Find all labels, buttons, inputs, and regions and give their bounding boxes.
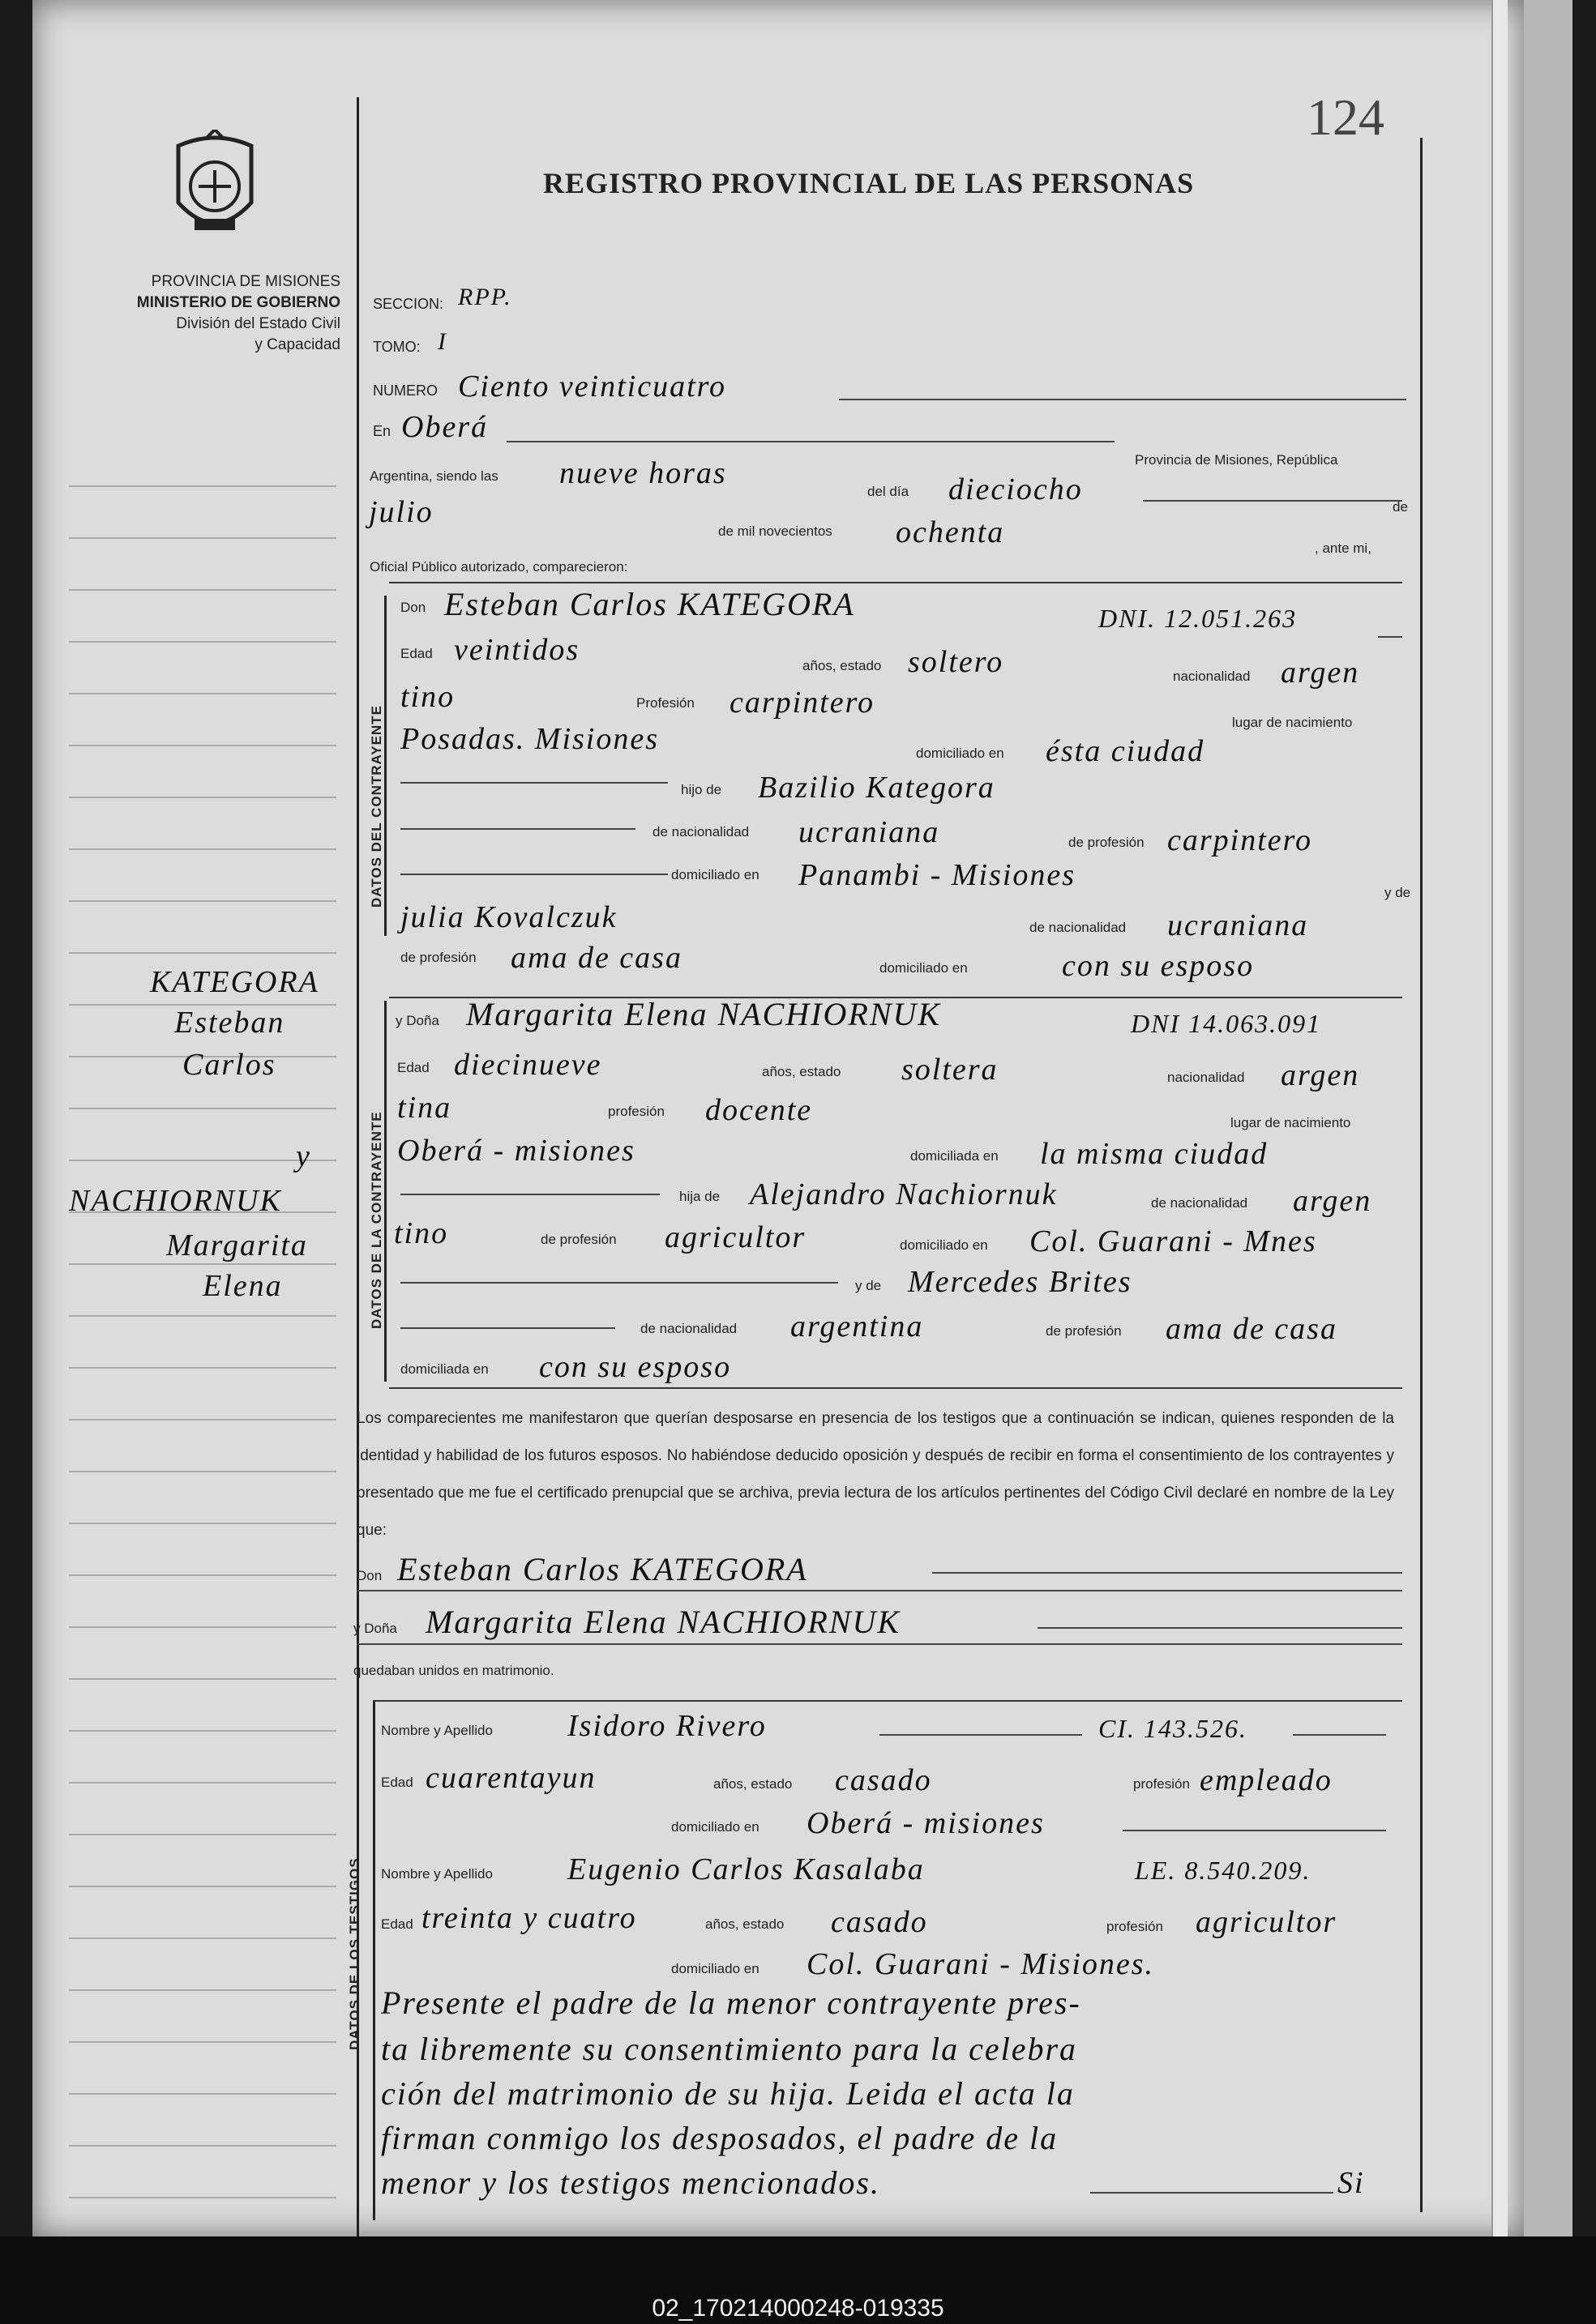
contrayenta-padre-nac-2: tino [394, 1216, 449, 1250]
mil-label: de mil novecientos [718, 523, 832, 539]
body-dona-value: Margarita Elena NACHIORNUK [426, 1604, 901, 1640]
t1-edad: cuarentayun [426, 1761, 597, 1795]
body-dona-label: y Doña [353, 1621, 397, 1636]
closing-line3: ción del matrimonio de su hija. Leida el acta la [381, 2075, 1075, 2112]
en-label: En [373, 423, 392, 439]
de-profesion-label: de profesión [541, 1232, 617, 1247]
dia-value: dieciocho [948, 472, 1083, 506]
contrayente-profesion: carpintero [730, 686, 875, 720]
t1-domicilio: Oberá - misiones [807, 1806, 1045, 1840]
padre-domicilio: Panambi - Misiones [798, 858, 1076, 892]
dona-label: y Doña [396, 1013, 439, 1028]
contrayenta-padre-domicilio: Col. Guarani - Mnes [1029, 1224, 1317, 1258]
t2-profesion: agricultor [1196, 1905, 1337, 1939]
t1-edad-label: Edad [381, 1775, 413, 1790]
madre-profesion-label: de profesión [400, 950, 477, 965]
contrayente-lugar-nac: Posadas. Misiones [400, 722, 659, 756]
line-fill [400, 828, 635, 830]
t2-anios-label: años, estado [705, 1916, 785, 1932]
section-divider [373, 1700, 1402, 1702]
don-label: Don [400, 600, 426, 615]
tomo-label: TOMO: [373, 339, 421, 355]
padre-nacionalidad: ucraniana [798, 815, 940, 849]
ante-label: , ante mi, [1315, 540, 1371, 556]
contrayenta-madre-domicilio: con su esposo [539, 1350, 732, 1384]
contrayenta-name: Margarita Elena NACHIORNUK [466, 996, 942, 1032]
horas-value: nueve horas [559, 456, 727, 490]
madre-nacionalidad-label: de nacionalidad [1029, 920, 1127, 935]
madre-domicilio: con su esposo [1062, 949, 1255, 983]
padre-profesion: carpintero [1167, 823, 1313, 857]
contrayenta-edad: diecinueve [454, 1048, 602, 1082]
de-label: de [1393, 499, 1408, 515]
t1-profesion-label: profesión [1133, 1776, 1190, 1792]
line-fill [839, 399, 1406, 400]
hijo-label: hijo de [681, 782, 722, 797]
de-profesion-label: de profesión [1068, 835, 1145, 850]
t2-estado: casado [831, 1905, 928, 1939]
madre-domiciliada-label: domiciliada en [400, 1361, 489, 1377]
madre-profesion-label: de profesión [1046, 1323, 1122, 1339]
image-caption: 02_170214000248-019335 [652, 2295, 944, 2322]
domiciliado-label: domiciliado en [916, 745, 1004, 761]
t2-doc: LE. 8.540.209. [1135, 1856, 1311, 1885]
contrayenta-dni: DNI 14.063.091 [1131, 1009, 1322, 1038]
contrayenta-section-label: DATOS DE LA CONTRAYENTE [369, 1111, 384, 1329]
anios-label: años, estado [802, 658, 882, 673]
margin-note-line1: KATEGORA [150, 965, 319, 999]
tomo-value: I [438, 328, 447, 355]
contrayenta-profesion: docente [705, 1093, 813, 1127]
padre-name: Bazilio Kategora [758, 771, 995, 805]
numero-label: NUMERO [373, 382, 438, 399]
padre-domiciliado-label: domiciliado en [900, 1237, 988, 1253]
t2-domicilio: Col. Guarani - Misiones. [807, 1947, 1155, 1981]
t1-anios-label: años, estado [713, 1776, 793, 1792]
profesion-label: profesión [608, 1104, 665, 1119]
line-fill [357, 1643, 1402, 1645]
line-fill [400, 1194, 660, 1195]
argentina-text: Argentina, siendo las [370, 468, 498, 484]
contrayente-section-label: DATOS DEL CONTRAYENTE [369, 705, 384, 908]
contrayente-nacionalidad-2: tino [400, 680, 456, 714]
madre-name: julia Kovalczuk [400, 900, 618, 934]
del-dia-label: del día [867, 484, 909, 499]
contrayenta-nacionalidad-1: argen [1281, 1058, 1360, 1092]
lugar-nac-label: lugar de nacimiento [1232, 715, 1353, 730]
contrayenta-lugar-nac: Oberá - misiones [397, 1134, 635, 1168]
body-paragraph: Los comparecientes me manifestaron que querían desposarse en presencia de los testigos que a continuación se indican, quienes responden de la identidad y habilidad de los futuros esposos. No habiéndose deducido oposición y después de recibir en forma el consentimiento de los contrayentes y presentado que me fue el certificado prenupcial que se archiva, previa lectura de los artículos pertinentes del Código Civil declaré en nombre de la Ley que: [357, 1410, 1394, 1539]
y-de-label: y de [1384, 885, 1411, 900]
contrayenta-madre-profesion: ama de casa [1166, 1312, 1337, 1346]
t1-nombre: Isidoro Rivero [567, 1709, 767, 1743]
line-fill [1123, 1830, 1386, 1831]
line-fill [1038, 1627, 1402, 1629]
madre-nac-label: de nacionalidad [640, 1321, 738, 1336]
line-fill [1090, 2192, 1333, 2194]
madre-profesion: ama de casa [511, 941, 682, 975]
t2-edad-label: Edad [381, 1916, 413, 1932]
seccion-label: SECCION: [373, 296, 444, 312]
line-fill [357, 1590, 1402, 1591]
line-fill [507, 441, 1115, 442]
numero-value: Ciento veinticuatro [458, 370, 727, 404]
mes-value: julio [369, 495, 434, 529]
t1-profesion: empleado [1200, 1763, 1333, 1797]
de-nacionalidad-label: de nacionalidad [653, 824, 750, 839]
margin-note-line3: Carlos [182, 1048, 276, 1082]
t1-domiciliado-label: domiciliado en [671, 1819, 759, 1835]
en-value: Oberá [401, 410, 489, 444]
margin-note-line2: Esteban [174, 1006, 285, 1040]
padre-domiciliado-label: domiciliado en [671, 867, 759, 882]
document-title: REGISTRO PROVINCIAL DE LAS PERSONAS [543, 167, 1195, 199]
madre-nacionalidad: ucraniana [1167, 908, 1309, 942]
body-don-value: Esteban Carlos KATEGORA [397, 1551, 808, 1587]
lugar-nac-label: lugar de nacimiento [1230, 1115, 1351, 1130]
contrayente-edad: veintidos [454, 633, 580, 667]
t2-nombre-label: Nombre y Apellido [381, 1866, 493, 1882]
edad-label: Edad [397, 1060, 430, 1075]
contrayenta-padre: Alejandro Nachiornuk [750, 1177, 1058, 1211]
contrayente-domicilio: ésta ciudad [1046, 734, 1205, 768]
division-name: División del Estado Civil [176, 315, 340, 332]
madre-domiciliado-label: domiciliado en [879, 960, 968, 976]
ministry-name: MINISTERIO DE GOBIERNO [136, 294, 340, 311]
closing-end-mark: Si [1337, 2166, 1365, 2200]
t2-domiciliado-label: domiciliado en [671, 1961, 759, 1976]
nacionalidad-label: nacionalidad [1167, 1070, 1245, 1085]
line-fill [400, 1282, 838, 1284]
contrayente-nacionalidad-1: argen [1281, 656, 1360, 690]
line-fill [879, 1734, 1082, 1736]
edad-label: Edad [400, 646, 433, 661]
testigos-section-label: DATOS DE LOS TESTIGOS [347, 1857, 362, 2050]
seccion-value: RPP. [458, 284, 512, 310]
issuing-authority [65, 271, 340, 356]
division-subname: y Capacidad [255, 336, 340, 353]
page-edge [1491, 0, 1508, 2236]
margin-note-line6: Margarita [166, 1228, 308, 1262]
contrayente-name: Esteban Carlos KATEGORA [444, 586, 855, 622]
margin-note-line4: y [296, 1139, 311, 1173]
coat-of-arms-seal-icon [162, 130, 267, 243]
section-divider [389, 1387, 1402, 1389]
contrayenta-padre-nac-1: argen [1293, 1184, 1372, 1218]
page-number: 124 [1307, 88, 1384, 146]
line-fill [400, 782, 668, 784]
contrayenta-nacionalidad-2: tina [397, 1091, 452, 1125]
line-fill [932, 1572, 1402, 1574]
provincia-text: Provincia de Misiones, República [1135, 452, 1338, 468]
anios-label: años, estado [762, 1064, 841, 1079]
line-fill [400, 1327, 615, 1329]
closing-line5: menor y los testigos mencionados. [381, 2164, 880, 2201]
t1-nombre-label: Nombre y Apellido [381, 1723, 493, 1738]
padre-nac-label: de nacionalidad [1151, 1195, 1248, 1211]
anio-value: ochenta [896, 515, 1005, 549]
book-edge [1524, 0, 1572, 2236]
line-fill [1378, 636, 1402, 638]
t2-nombre: Eugenio Carlos Kasalaba [567, 1852, 925, 1886]
contrayenta-domicilio: la misma ciudad [1040, 1137, 1269, 1171]
contrayente-dni: DNI. 12.051.263 [1098, 604, 1298, 633]
profesion-label: Profesión [636, 695, 695, 711]
hija-label: hija de [679, 1189, 721, 1204]
contrayenta-madre: Mercedes Brites [908, 1265, 1132, 1299]
margin-ruled-lines [69, 454, 336, 2236]
domiciliada-label: domiciliada en [910, 1148, 999, 1164]
nacionalidad-label: nacionalidad [1173, 669, 1251, 684]
contrayenta-madre-nacionalidad: argentina [790, 1309, 924, 1344]
body-don-label: Don [357, 1568, 383, 1583]
line-fill [400, 874, 668, 875]
line-fill [1293, 1734, 1386, 1736]
quedaban-text: quedaban unidos en matrimonio. [353, 1663, 554, 1678]
closing-line4: firman conmigo los desposados, el padre de la [381, 2120, 1059, 2156]
line-fill [1143, 500, 1402, 502]
closing-line2: ta libremente su consentimiento para la celebra [381, 2031, 1078, 2067]
contrayenta-padre-profesion: agricultor [665, 1220, 807, 1254]
closing-line1: Presente el padre de la menor contrayente pres- [381, 1984, 1081, 2021]
oficial-text: Oficial Público autorizado, comparecieron: [370, 559, 628, 575]
margin-note-line5: NACHIORNUK [69, 1184, 282, 1218]
t2-profesion-label: profesión [1106, 1919, 1163, 1934]
t1-estado: casado [835, 1763, 932, 1797]
t1-doc: CI. 143.526. [1098, 1714, 1247, 1743]
margin-note-line7: Elena [203, 1269, 283, 1303]
section-divider [389, 582, 1402, 583]
t2-edad: treinta y cuatro [421, 1901, 637, 1935]
contrayenta-estado: soltera [901, 1053, 999, 1087]
testigos-rule [373, 1702, 375, 2220]
right-rule [1420, 138, 1423, 2212]
contrayente-estado: soltero [908, 645, 1004, 679]
y-de-label: y de [855, 1278, 882, 1293]
province-name: PROVINCIA DE MISIONES [151, 273, 340, 290]
